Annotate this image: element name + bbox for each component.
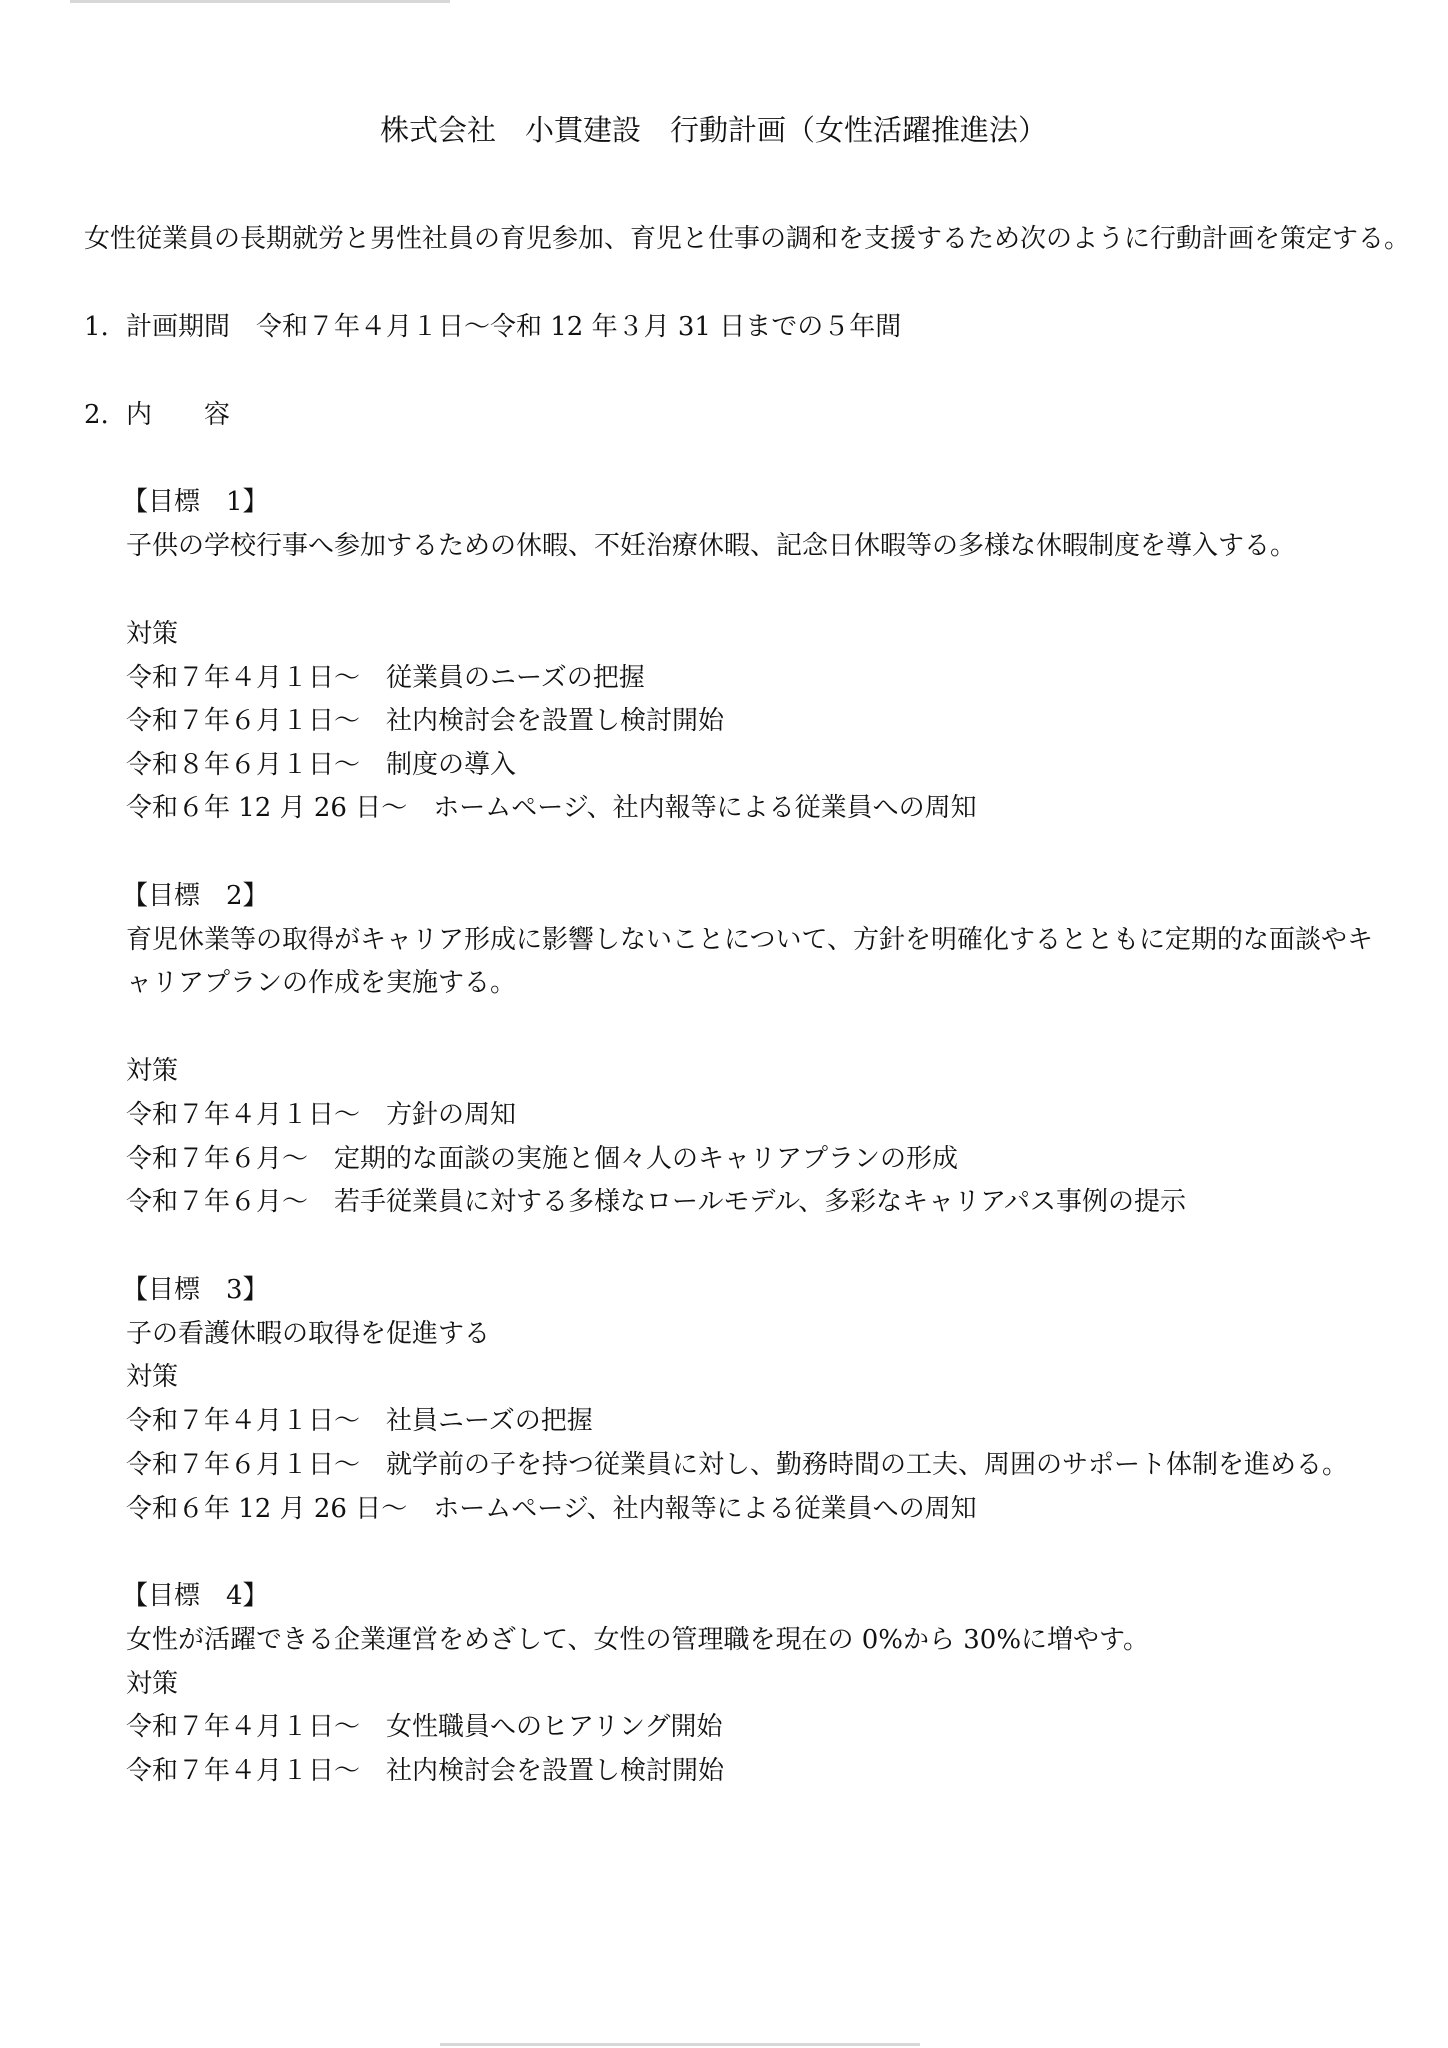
content-number: 2. xyxy=(84,400,109,430)
goal-2-measure-3: 令和７年６月〜 若手従業員に対する多様なロールモデル、多彩なキャリアパス事例の提示 xyxy=(126,1187,1187,1217)
goal-4-measures-label: 対策 xyxy=(126,1669,179,1699)
goal-2-measure-1: 令和７年４月１日〜 方針の周知 xyxy=(126,1100,517,1130)
goal-2-text-line-1: 育児休業等の取得がキャリア形成に影響しないことについて、方針を明確化するとともに定期的な面談やキ xyxy=(126,925,1373,955)
goal-4-measure-1: 令和７年４月１日〜 女性職員へのヒアリング開始 xyxy=(126,1712,723,1742)
scan-artifact-top xyxy=(70,0,450,3)
period-text: 計画期間 令和７年４月１日〜令和 12 年３月 31 日までの５年間 xyxy=(126,312,902,342)
goal-4-measure-2: 令和７年４月１日〜 社内検討会を設置し検討開始 xyxy=(126,1756,725,1786)
document-title: 株式会社 小貫建設 行動計画（女性活躍推進法） xyxy=(380,113,1048,147)
content-heading: 内 容 xyxy=(126,400,231,430)
goal-1-text: 子供の学校行事へ参加するための休暇、不妊治療休暇、記念日休暇等の多様な休暇制度を導入する。 xyxy=(126,531,1297,561)
goal-1-measure-4: 令和６年 12 月 26 日〜 ホームページ、社内報等による従業員への周知 xyxy=(126,793,977,823)
intro-paragraph: 女性従業員の長期就労と男性社員の育児参加、育児と仕事の調和を支援するため次のように行動計画を策定する。 xyxy=(84,224,1411,254)
goal-3-text: 子の看護休暇の取得を促進する xyxy=(126,1319,491,1349)
goal-4-heading: 【目標 4】 xyxy=(122,1581,269,1611)
goal-3-heading: 【目標 3】 xyxy=(122,1275,269,1305)
period-number: 1. xyxy=(84,312,109,342)
scan-artifact-bottom xyxy=(440,2043,920,2046)
goal-2-text-line-2: ャリアプランの作成を実施する。 xyxy=(126,968,517,998)
goal-2-heading: 【目標 2】 xyxy=(122,881,269,911)
goal-2-measures-label: 対策 xyxy=(126,1056,179,1086)
goal-3-measures-label: 対策 xyxy=(126,1362,179,1392)
goal-4-text: 女性が活躍できる企業運営をめざして、女性の管理職を現在の 0%から 30%に増やす。 xyxy=(126,1625,1149,1655)
goal-1-measure-1: 令和７年４月１日〜 従業員のニーズの把握 xyxy=(126,663,645,693)
goal-3-measure-3: 令和６年 12 月 26 日〜 ホームページ、社内報等による従業員への周知 xyxy=(126,1494,977,1524)
goal-1-heading: 【目標 1】 xyxy=(122,487,269,517)
goal-3-measure-1: 令和７年４月１日〜 社員ニーズの把握 xyxy=(126,1406,593,1436)
goal-3-measure-2: 令和７年６月１日〜 就学前の子を持つ従業員に対し、勤務時間の工夫、周囲のサポート体制を進める。 xyxy=(126,1450,1349,1480)
goal-2-measure-2: 令和７年６月〜 定期的な面談の実施と個々人のキャリアプランの形成 xyxy=(126,1144,959,1174)
goal-1-measure-2: 令和７年６月１日〜 社内検討会を設置し検討開始 xyxy=(126,706,725,736)
goal-1-measures-label: 対策 xyxy=(126,619,179,649)
goal-1-measure-3: 令和８年６月１日〜 制度の導入 xyxy=(126,750,517,780)
